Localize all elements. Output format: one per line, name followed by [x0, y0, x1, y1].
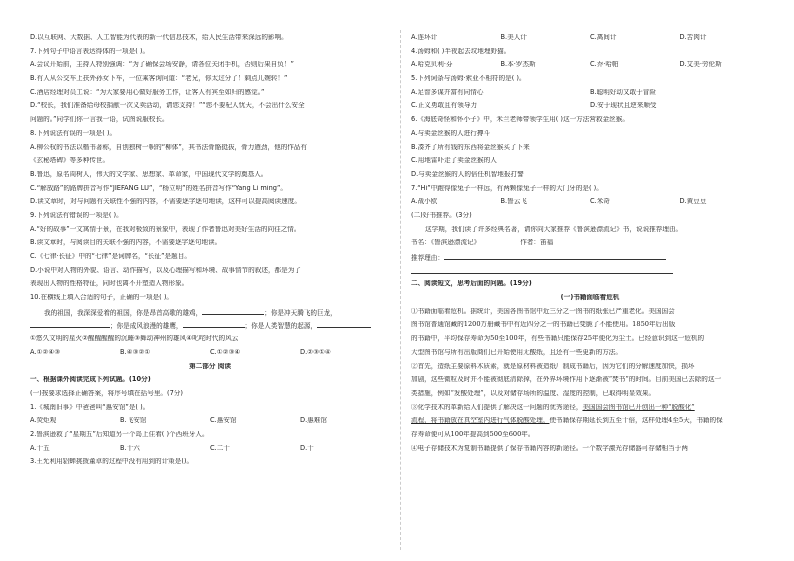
option-line: B.有人从公交车上扶外孙女下车，一位乘客询问道：“老兄，你太过分了！剩点儿婉转！”	[30, 75, 288, 83]
answer-options	[30, 349, 390, 363]
option-a[interactable]: A.足智多谋并富有同情心	[411, 88, 484, 96]
answer-options	[411, 89, 769, 103]
option-c[interactable]: C.①②③④	[210, 348, 241, 356]
blank-2[interactable]	[30, 321, 110, 328]
question-8: 8.下列说法有误的一项是( )。	[30, 129, 117, 137]
question-3: 3.王允利用貂蝉挑拨董卓的过程中没有用到的计策是()。	[30, 458, 194, 466]
option-b[interactable]: B.十六	[120, 444, 140, 452]
option-a[interactable]: A.荧炬观	[30, 417, 57, 425]
paragraph-line: ②首先，造纸主要原料木质素，就是原材料被造纸厂制成书籍后，因为它们的分解速度加快，损坏	[411, 362, 695, 370]
option-d[interactable]: D.与卖金丝猴的人的倍任机智地报打警	[411, 170, 524, 178]
question-5: 5.下列词条与汤姆·索亚不相符的是( )。	[411, 75, 526, 83]
option-c[interactable]: C.乔·哈帕	[590, 61, 619, 69]
question-9: 9.下列说法有错误的一项是( )。	[30, 211, 123, 219]
option-a[interactable]: A.哈克贝利·芬	[411, 61, 453, 69]
fill-blank-text: ；你是冲天腾飞的巨龙，	[264, 308, 337, 317]
question-7-reading: 7.“Hi”中跑得像兔子一样远，有两颗像兔子一样的大门牙的是( )。	[411, 184, 603, 192]
answer-options	[411, 61, 769, 75]
blank-1[interactable]	[202, 308, 264, 315]
answer-options	[411, 102, 769, 116]
answer-options	[30, 417, 390, 431]
section-heading: 一、根据课外阅读完成下列试题。(10分)	[30, 376, 151, 384]
option-b[interactable]: B.鲁云飞	[500, 198, 527, 206]
option-line: D.“校长，我们准备给母校捐献一次义卖活动，请您支持！”“您不要杞人忧天，不会出什么安全	[30, 102, 305, 110]
paragraph-line: 图书馆普通馆藏的1200万册藏书中有近四分之一的书籍已变脆了不能使用。1850年后出版	[411, 321, 676, 329]
paragraph-line: ④电子存储技术为复制书籍提供了保存书籍内容的新途径。一个数字激光存储器可存储相当于两	[411, 444, 688, 452]
reason-label: 推荐理由：	[411, 254, 444, 262]
text-line: D.以互联网、大数据、人工智能为代表的新一代信息技术，给人民生活带来深远的影响。	[30, 34, 288, 41]
paragraph-line: 加剧，这些微粒及时并不能被彻底清除掉，在外界环境作用下逐渐被“焚书”的时间。目前美国已去除的这一	[411, 376, 722, 384]
answer-options	[411, 198, 769, 212]
part-title: 第二部分 阅读	[189, 362, 231, 370]
option-d[interactable]: D.②③①④	[300, 348, 331, 356]
text-line: 表现出人物的性格特征，同时也离不开塑造人物形象。	[30, 280, 189, 288]
blank-3[interactable]	[183, 321, 245, 328]
option-line: A.“好的故事”一文寓情于景，在我对极致的景象中，表现了作者鲁迅对美好生活的向往之情。	[30, 225, 301, 233]
paragraph-line: 类措施，例如“发酸处理”，以及对储存场所的温度、湿度的控制，已取得明显效果。	[411, 389, 656, 397]
option-c[interactable]: C.米奇	[590, 198, 610, 206]
option-b[interactable]: B.美人计	[500, 34, 527, 41]
option-b[interactable]: B.本·罗杰斯	[500, 61, 536, 69]
reason-blank[interactable]	[444, 253, 666, 260]
paragraph-line	[411, 417, 769, 431]
column-divider	[400, 30, 401, 550]
blank-line	[411, 267, 769, 281]
book-title: 书名：《鲁滨逊漂流记》	[411, 239, 481, 247]
answer-options	[30, 445, 390, 459]
underlined-text: 美国国会图书馆已开创出一种“脱酸化”	[582, 403, 695, 411]
section-heading: 二、阅读短文，思考后面的问题。(19分)	[411, 280, 532, 288]
reason-line	[411, 253, 769, 267]
option-a[interactable]: A.连环计	[411, 34, 438, 41]
book-author: 作者：笛福	[520, 239, 554, 247]
question-6: 6.《海底奇怪和怀小子》中，米兰老师带领学生用( )这一方法营救金丝猴。	[411, 116, 629, 124]
option-line: C.酒店经理对员工说：“为大家要用心做好服务工作，让客人有宾至如归的感觉。”	[30, 88, 265, 96]
phrase-options: ①悠久文明的星火②醒醒醒醒的沉睡③舞动神州的雄风④叱咤时代的风云	[30, 335, 239, 343]
option-d[interactable]: D.安于现状且逆来顺受	[590, 102, 657, 110]
paragraph-line: 的书籍中，平均保存寿命为50至100年，有些书籍只能保存25年便化为尘土。已经意识到这一危机的	[411, 335, 705, 343]
option-c[interactable]: C.二十	[210, 444, 230, 452]
reason-blank-2[interactable]	[411, 267, 673, 274]
question-2: 2.鲁滨逊救了“星期五”后知道另一个岛上住着( )个西班牙人。	[30, 430, 209, 438]
book-info-line	[411, 239, 769, 253]
option-line: D.小说中对人物的外貌、语言、动作描写，以及心理描写和环境、故事情节的叙述，都是为了	[30, 266, 301, 274]
question-1: 1.《城南旧事》中爸爸叫“惠安馆”是( )。	[30, 403, 150, 411]
option-line: A.会议开始前，主持人特别强调：“为了确保会场安静，请各位关闭手机，否则后果自负！”	[30, 61, 294, 69]
option-line: C.《七律·长征》中的“七律”是词牌名，“长征”是题目。	[30, 253, 191, 260]
option-b[interactable]: B.④③②①	[120, 348, 151, 356]
question-10: 10.在横线上填入合适的句子，正确的一项是( )。	[30, 294, 174, 302]
option-a[interactable]: A.十五	[30, 444, 50, 452]
blank-4[interactable]	[317, 321, 371, 328]
right-column	[411, 34, 769, 458]
answer-options	[411, 34, 769, 48]
option-c[interactable]: C.惠安馆	[210, 417, 237, 425]
left-column	[30, 34, 390, 472]
fill-blank-text: 我的祖国，我深深爱着的祖国，你是昂首高歌的雄鸡，	[44, 308, 203, 317]
option-b[interactable]: B.飞安馆	[120, 417, 147, 425]
option-d[interactable]: D.十	[300, 444, 314, 452]
paragraph-line: 存寿命便可从100年提高到500至600年。	[411, 430, 535, 438]
fill-blank-text: ；你是人类智慧的起源，	[244, 322, 318, 331]
option-c[interactable]: C.正义勇敢且有领导力	[411, 102, 478, 110]
option-a[interactable]: A.战小欧	[411, 198, 438, 206]
option-c[interactable]: C.离间计	[590, 34, 617, 41]
option-a[interactable]: A.与卖金丝猴的人进行搏斗	[411, 129, 491, 137]
text-line: 问题的。”同学们你一言我一语，试图说服校长。	[30, 116, 169, 124]
option-b[interactable]: B.聪明好动又敢于冒险	[590, 88, 656, 96]
option-b[interactable]: B.凑齐了所有钱的东西将金丝猴买了下来	[411, 143, 530, 151]
option-line: D.读文章时，对与问题有关联性不强的内容，不需要逐字逐句地读，这样可以提高阅读速度。	[30, 198, 301, 206]
option-d[interactable]: D.艾美·劳伦斯	[679, 61, 722, 69]
text-line: 《玄秘塔碑》等多种传世。	[30, 157, 110, 165]
subsection-heading: (一)按要求选择正确答案，将序号填在括号里。(7分)	[30, 389, 183, 397]
option-d[interactable]: D.惠难馆	[300, 417, 327, 425]
paragraph-line: ①书籍面临着危机。据统计，美国各图书馆中近三分之一图书的纸张已严重老化。美国国会	[411, 307, 675, 315]
option-d[interactable]: D.苦肉计	[679, 34, 707, 41]
option-line: B.鲁迅，原名周树人，伟大的文学家、思想家、革命家，中国现代文学的奠基人。	[30, 170, 268, 178]
paragraph-line	[411, 404, 769, 418]
option-d[interactable]: D.黄豆豆	[679, 198, 707, 206]
option-line: B.读文章时，与阅读目的关联不强的内容，不需要逐字逐句地读。	[30, 239, 222, 247]
question-7: 7.下列句子中语言表达得体的一项是( )。	[30, 47, 150, 55]
fill-blank-text: ；你是成风浪漫的雄鹰，	[110, 322, 183, 331]
option-line: C.“解放路”的路牌拼音写作“JIEFANG LU”，“杨立明”的姓名拼音写作“Yang Li ming”。	[30, 184, 287, 192]
paragraph-text: ③化学技术的革新给人们提供了解决这一问题的优秀途径，	[411, 403, 583, 411]
option-c[interactable]: C.用地雷吓走了卖金丝猴的人	[411, 157, 497, 165]
subsection-heading: (二)好书推荐。(3分)	[411, 211, 472, 219]
underlined-text: 流程，将书籍放在真空室内进行气体脱酸处理，	[411, 417, 550, 425]
paragraph-text: 使书籍保存期延长到五至十倍，这样处理4至5天，书籍的保	[549, 417, 723, 425]
article-title: (一)书籍面临着危机	[560, 294, 620, 302]
option-line: A.柳公权的书法以楷书著称，自创独树一帜的“柳体”，其书法骨骼挺拔，骨力遒劲，他的作品有	[30, 143, 308, 151]
question-4: 4.汤姆和( )半夜起去坟地埋野猫。	[411, 47, 511, 55]
recommend-prompt: 这学期，我们读了许多经典名著，请你向大家推荐《鲁滨逊漂流记》书，说说推荐理由。	[425, 225, 683, 233]
paragraph-line: 大型图书馆与所有出版商们已开始使用无酸纸，且还有一些更新的方法。	[411, 348, 622, 356]
fill-blank-line	[30, 321, 390, 335]
fill-blank-line	[30, 308, 390, 322]
option-a[interactable]: A.①②④③	[30, 348, 61, 356]
